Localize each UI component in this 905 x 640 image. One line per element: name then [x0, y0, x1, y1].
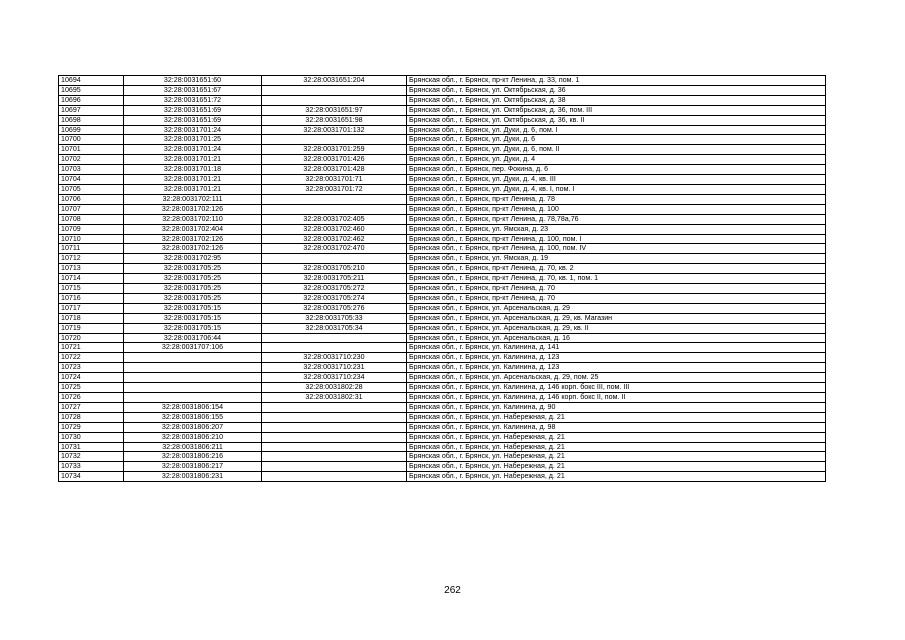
cadastral-number-cell: 32:28:0031806:217: [124, 462, 262, 472]
object-cadastral-number-cell: 32:28:0031701:72: [262, 184, 407, 194]
cadastral-number-cell: 32:28:0031706:44: [124, 333, 262, 343]
table-row: [59, 234, 826, 244]
table-row: [59, 303, 826, 313]
cadastral-number-cell: [124, 373, 262, 383]
object-cadastral-number-cell: [262, 432, 407, 442]
table-row: [59, 452, 826, 462]
object-cadastral-number-cell: 32:28:0031705:274: [262, 293, 407, 303]
table-row: [59, 85, 826, 95]
row-number-cell: 10732: [59, 452, 124, 462]
object-cadastral-number-cell: 32:28:0031710:231: [262, 363, 407, 373]
cadastral-number-cell: 32:28:0031701:25: [124, 135, 262, 145]
object-cadastral-number-cell: [262, 254, 407, 264]
cadastral-number-cell: 32:28:0031705:15: [124, 313, 262, 323]
address-cell: Брянская обл., г. Брянск, пр-кт Ленина, д. 33, пом. 1: [407, 76, 826, 86]
row-number-cell: 10702: [59, 155, 124, 165]
table-row: [59, 402, 826, 412]
row-number-cell: 10698: [59, 115, 124, 125]
table-row: [59, 472, 826, 482]
row-number-cell: 10703: [59, 165, 124, 175]
cadastral-number-cell: [124, 353, 262, 363]
cadastral-number-cell: 32:28:0031705:25: [124, 274, 262, 284]
row-number-cell: 10722: [59, 353, 124, 363]
address-cell: Брянская обл., г. Брянск, ул. Ямская, д. 19: [407, 254, 826, 264]
row-number-cell: 10704: [59, 175, 124, 185]
cadastral-number-cell: 32:28:0031702:404: [124, 224, 262, 234]
cadastral-number-cell: 32:28:0031651:69: [124, 115, 262, 125]
row-number-cell: 10729: [59, 422, 124, 432]
address-cell: Брянская обл., г. Брянск, ул. Дуки, д. 6: [407, 135, 826, 145]
address-cell: Брянская обл., г. Брянск, ул. Дуки, д. 6, пом. II: [407, 145, 826, 155]
object-cadastral-number-cell: 32:28:0031705:211: [262, 274, 407, 284]
table-row: [59, 293, 826, 303]
table-row: [59, 125, 826, 135]
object-cadastral-number-cell: [262, 333, 407, 343]
row-number-cell: 10734: [59, 472, 124, 482]
table-row: [59, 95, 826, 105]
row-number-cell: 10730: [59, 432, 124, 442]
address-cell: Брянская обл., г. Брянск, ул. Набережная, д. 21: [407, 452, 826, 462]
object-cadastral-number-cell: 32:28:0031701:428: [262, 165, 407, 175]
object-cadastral-number-cell: [262, 85, 407, 95]
cadastral-number-cell: 32:28:0031702:126: [124, 234, 262, 244]
row-number-cell: 10720: [59, 333, 124, 343]
table-row: [59, 333, 826, 343]
cadastral-number-cell: 32:28:0031705:15: [124, 323, 262, 333]
cadastral-number-cell: 32:28:0031701:24: [124, 125, 262, 135]
table-row: [59, 284, 826, 294]
row-number-cell: 10723: [59, 363, 124, 373]
row-number-cell: 10718: [59, 313, 124, 323]
row-number-cell: 10695: [59, 85, 124, 95]
table-row: [59, 373, 826, 383]
cadastral-number-cell: 32:28:0031702:111: [124, 194, 262, 204]
table-row: [59, 175, 826, 185]
table-row: [59, 393, 826, 403]
address-cell: Брянская обл., г. Брянск, пр-кт Ленина, д. 100: [407, 204, 826, 214]
address-cell: Брянская обл., г. Брянск, ул. Октябрьская, д. 36: [407, 85, 826, 95]
table-row: [59, 353, 826, 363]
address-cell: Брянская обл., г. Брянск, ул. Набережная, д. 21: [407, 412, 826, 422]
address-cell: Брянская обл., г. Брянск, ул. Октябрьская, д. 36, кв. II: [407, 115, 826, 125]
cadastral-number-cell: 32:28:0031806:155: [124, 412, 262, 422]
address-cell: Брянская обл., г. Брянск, ул. Набережная, д. 21: [407, 472, 826, 482]
table-row: [59, 343, 826, 353]
object-cadastral-number-cell: 32:28:0031651:98: [262, 115, 407, 125]
address-cell: Брянская обл., г. Брянск, ул. Калинина, д. 146 корп. бокс II, пом. II: [407, 393, 826, 403]
address-cell: Брянская обл., г. Брянск, пр-кт Ленина, д. 100, пом. I: [407, 234, 826, 244]
registry-table: [58, 75, 826, 482]
address-cell: Брянская обл., г. Брянск, пр-кт Ленина, д. 70: [407, 293, 826, 303]
object-cadastral-number-cell: [262, 95, 407, 105]
address-cell: Брянская обл., г. Брянск, пр-кт Ленина, д. 70, кв. 2: [407, 264, 826, 274]
cadastral-number-cell: 32:28:0031701:21: [124, 184, 262, 194]
cadastral-number-cell: 32:28:0031701:21: [124, 175, 262, 185]
cadastral-number-cell: 32:28:0031651:69: [124, 105, 262, 115]
object-cadastral-number-cell: 32:28:0031701:259: [262, 145, 407, 155]
address-cell: Брянская обл., г. Брянск, ул. Арсенальская, д. 29: [407, 303, 826, 313]
row-number-cell: 10700: [59, 135, 124, 145]
cadastral-number-cell: 32:28:0031702:95: [124, 254, 262, 264]
table-row: [59, 412, 826, 422]
address-cell: Брянская обл., г. Брянск, ул. Набережная, д. 21: [407, 442, 826, 452]
cadastral-number-cell: 32:28:0031806:231: [124, 472, 262, 482]
address-cell: Брянская обл., г. Брянск, пр-кт Ленина, д. 78: [407, 194, 826, 204]
cadastral-number-cell: 32:28:0031702:126: [124, 204, 262, 214]
cadastral-number-cell: 32:28:0031705:25: [124, 293, 262, 303]
object-cadastral-number-cell: [262, 343, 407, 353]
object-cadastral-number-cell: 32:28:0031705:210: [262, 264, 407, 274]
object-cadastral-number-cell: 32:28:0031705:272: [262, 284, 407, 294]
object-cadastral-number-cell: 32:28:0031705:34: [262, 323, 407, 333]
row-number-cell: 10708: [59, 214, 124, 224]
row-number-cell: 10712: [59, 254, 124, 264]
object-cadastral-number-cell: [262, 462, 407, 472]
row-number-cell: 10724: [59, 373, 124, 383]
cadastral-number-cell: 32:28:0031705:25: [124, 264, 262, 274]
object-cadastral-number-cell: 32:28:0031702:470: [262, 244, 407, 254]
address-cell: Брянская обл., г. Брянск, ул. Дуки, д. 4, кв. I, пом. I: [407, 184, 826, 194]
object-cadastral-number-cell: [262, 442, 407, 452]
object-cadastral-number-cell: 32:28:0031705:33: [262, 313, 407, 323]
address-cell: Брянская обл., г. Брянск, ул. Калинина, д. 123: [407, 363, 826, 373]
table-row: [59, 383, 826, 393]
cadastral-number-cell: 32:28:0031705:15: [124, 303, 262, 313]
object-cadastral-number-cell: [262, 204, 407, 214]
object-cadastral-number-cell: 32:28:0031701:426: [262, 155, 407, 165]
row-number-cell: 10714: [59, 274, 124, 284]
address-cell: Брянская обл., г. Брянск, ул. Калинина, д. 98: [407, 422, 826, 432]
object-cadastral-number-cell: [262, 452, 407, 462]
registry-table-body: [59, 76, 826, 482]
cadastral-number-cell: [124, 363, 262, 373]
object-cadastral-number-cell: 32:28:0031651:204: [262, 76, 407, 86]
row-number-cell: 10711: [59, 244, 124, 254]
table-row: [59, 194, 826, 204]
cadastral-number-cell: 32:28:0031701:18: [124, 165, 262, 175]
table-row: [59, 313, 826, 323]
table-row: [59, 165, 826, 175]
table-row: [59, 363, 826, 373]
table-row: [59, 432, 826, 442]
cadastral-number-cell: 32:28:0031651:67: [124, 85, 262, 95]
cadastral-number-cell: [124, 393, 262, 403]
object-cadastral-number-cell: [262, 412, 407, 422]
row-number-cell: 10716: [59, 293, 124, 303]
row-number-cell: 10696: [59, 95, 124, 105]
cadastral-number-cell: 32:28:0031702:110: [124, 214, 262, 224]
table-row: [59, 145, 826, 155]
row-number-cell: 10699: [59, 125, 124, 135]
row-number-cell: 10721: [59, 343, 124, 353]
address-cell: Брянская обл., г. Брянск, пр-кт Ленина, д. 70: [407, 284, 826, 294]
object-cadastral-number-cell: 32:28:0031710:234: [262, 373, 407, 383]
cadastral-number-cell: [124, 383, 262, 393]
row-number-cell: 10719: [59, 323, 124, 333]
cadastral-number-cell: 32:28:0031806:211: [124, 442, 262, 452]
object-cadastral-number-cell: 32:28:0031651:97: [262, 105, 407, 115]
address-cell: Брянская обл., г. Брянск, ул. Калинина, д. 141: [407, 343, 826, 353]
address-cell: Брянская обл., г. Брянск, пер. Фокина, д. 6: [407, 165, 826, 175]
cadastral-number-cell: 32:28:0031701:21: [124, 155, 262, 165]
address-cell: Брянская обл., г. Брянск, ул. Калинина, д. 90: [407, 402, 826, 412]
object-cadastral-number-cell: 32:28:0031702:460: [262, 224, 407, 234]
row-number-cell: 10707: [59, 204, 124, 214]
cadastral-number-cell: 32:28:0031806:154: [124, 402, 262, 412]
cadastral-number-cell: 32:28:0031702:126: [124, 244, 262, 254]
address-cell: Брянская обл., г. Брянск, ул. Дуки, д. 4: [407, 155, 826, 165]
row-number-cell: 10701: [59, 145, 124, 155]
table-row: [59, 462, 826, 472]
object-cadastral-number-cell: 32:28:0031701:71: [262, 175, 407, 185]
table-row: [59, 274, 826, 284]
row-number-cell: 10709: [59, 224, 124, 234]
row-number-cell: 10705: [59, 184, 124, 194]
address-cell: Брянская обл., г. Брянск, ул. Октябрьская, д. 38: [407, 95, 826, 105]
cadastral-number-cell: 32:28:0031806:210: [124, 432, 262, 442]
cadastral-number-cell: 32:28:0031651:60: [124, 76, 262, 86]
table-row: [59, 204, 826, 214]
object-cadastral-number-cell: 32:28:0031802:28: [262, 383, 407, 393]
row-number-cell: 10727: [59, 402, 124, 412]
row-number-cell: 10710: [59, 234, 124, 244]
address-cell: Брянская обл., г. Брянск, ул. Октябрьская, д. 36, пом. III: [407, 105, 826, 115]
page-number: 262: [444, 585, 461, 596]
address-cell: Брянская обл., г. Брянск, ул. Набережная, д. 21: [407, 432, 826, 442]
address-cell: Брянская обл., г. Брянск, ул. Арсенальская, д. 29, пом. 25: [407, 373, 826, 383]
row-number-cell: 10731: [59, 442, 124, 452]
row-number-cell: 10713: [59, 264, 124, 274]
object-cadastral-number-cell: 32:28:0031701:132: [262, 125, 407, 135]
object-cadastral-number-cell: [262, 402, 407, 412]
cadastral-number-cell: 32:28:0031707:106: [124, 343, 262, 353]
table-row: [59, 442, 826, 452]
row-number-cell: 10715: [59, 284, 124, 294]
address-cell: Брянская обл., г. Брянск, пр-кт Ленина, д. 100, пом. IV: [407, 244, 826, 254]
object-cadastral-number-cell: 32:28:0031702:462: [262, 234, 407, 244]
cadastral-number-cell: 32:28:0031701:24: [124, 145, 262, 155]
row-number-cell: 10706: [59, 194, 124, 204]
table-row: [59, 224, 826, 234]
address-cell: Брянская обл., г. Брянск, ул. Калинина, д. 123: [407, 353, 826, 363]
address-cell: Брянская обл., г. Брянск, пр-кт Ленина, д. 70, кв. 1, пом. 1: [407, 274, 826, 284]
address-cell: Брянская обл., г. Брянск, ул. Ямская, д. 23: [407, 224, 826, 234]
table-row: [59, 184, 826, 194]
row-number-cell: 10728: [59, 412, 124, 422]
table-row: [59, 155, 826, 165]
object-cadastral-number-cell: [262, 135, 407, 145]
table-row: [59, 323, 826, 333]
object-cadastral-number-cell: 32:28:0031802:31: [262, 393, 407, 403]
address-cell: Брянская обл., г. Брянск, ул. Арсенальская, д. 16: [407, 333, 826, 343]
address-cell: Брянская обл., г. Брянск, ул. Калинина, д. 146 корп. бокс III, пом. III: [407, 383, 826, 393]
address-cell: Брянская обл., г. Брянск, ул. Набережная, д. 21: [407, 462, 826, 472]
table-row: [59, 135, 826, 145]
address-cell: Брянская обл., г. Брянск, пр-кт Ленина, д. 78,78а,76: [407, 214, 826, 224]
address-cell: Брянская обл., г. Брянск, ул. Дуки, д. 4, кв. III: [407, 175, 826, 185]
row-number-cell: 10725: [59, 383, 124, 393]
row-number-cell: 10733: [59, 462, 124, 472]
table-row: [59, 105, 826, 115]
object-cadastral-number-cell: 32:28:0031702:405: [262, 214, 407, 224]
address-cell: Брянская обл., г. Брянск, ул. Арсенальская, д. 29, кв. II: [407, 323, 826, 333]
cadastral-number-cell: 32:28:0031806:207: [124, 422, 262, 432]
row-number-cell: 10717: [59, 303, 124, 313]
object-cadastral-number-cell: 32:28:0031705:276: [262, 303, 407, 313]
table-row: [59, 115, 826, 125]
address-cell: Брянская обл., г. Брянск, ул. Дуки, д. 6, пом. I: [407, 125, 826, 135]
table-row: [59, 422, 826, 432]
row-number-cell: 10694: [59, 76, 124, 86]
row-number-cell: 10697: [59, 105, 124, 115]
table-row: [59, 244, 826, 254]
object-cadastral-number-cell: [262, 472, 407, 482]
cadastral-number-cell: 32:28:0031705:25: [124, 284, 262, 294]
cadastral-number-cell: 32:28:0031651:72: [124, 95, 262, 105]
table-row: [59, 264, 826, 274]
object-cadastral-number-cell: [262, 422, 407, 432]
table-row: [59, 254, 826, 264]
table-row: [59, 76, 826, 86]
object-cadastral-number-cell: 32:28:0031710:230: [262, 353, 407, 363]
address-cell: Брянская обл., г. Брянск, ул. Арсенальская, д. 29, кв. Магазин: [407, 313, 826, 323]
table-row: [59, 214, 826, 224]
cadastral-number-cell: 32:28:0031806:216: [124, 452, 262, 462]
object-cadastral-number-cell: [262, 194, 407, 204]
row-number-cell: 10726: [59, 393, 124, 403]
